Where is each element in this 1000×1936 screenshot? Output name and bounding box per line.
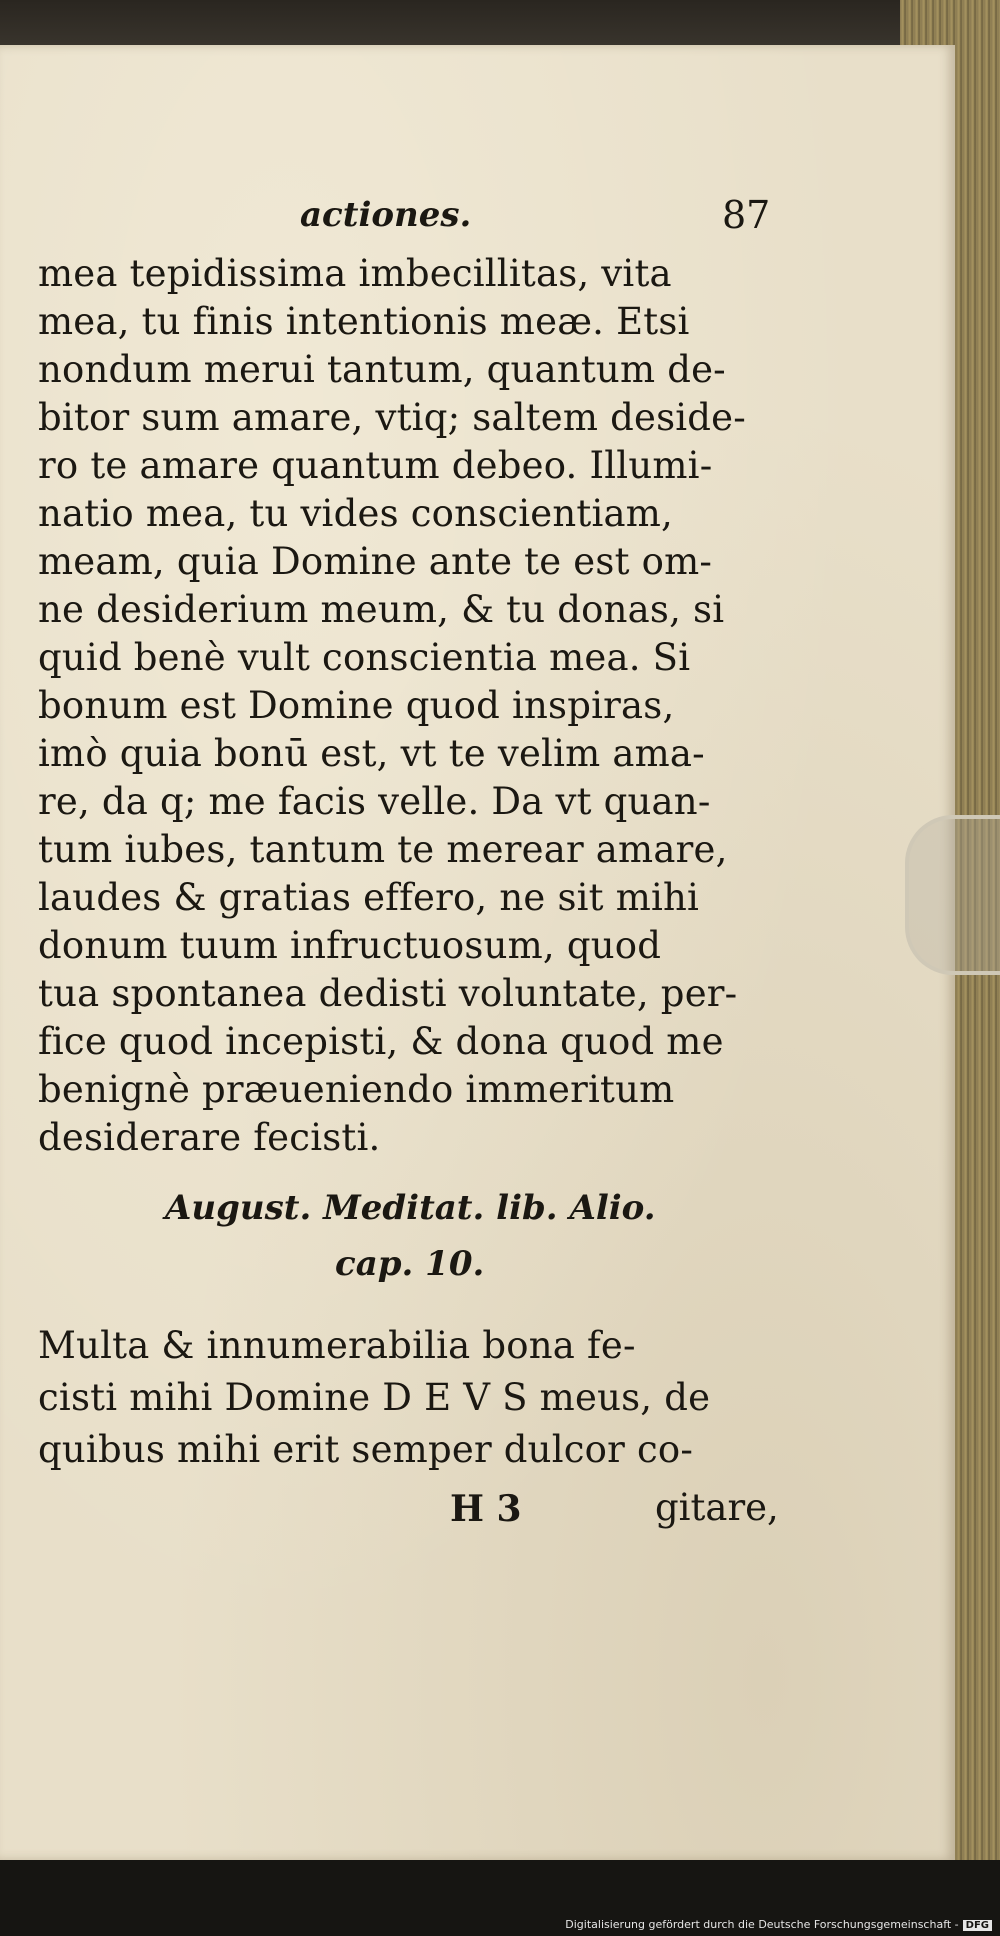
text-line: bonum est Domine quod inspiras, bbox=[38, 684, 675, 727]
credit-text: Digitalisierung gefördert durch die Deutsche Forschungsgemeinschaft - bbox=[565, 1918, 959, 1931]
text-line: bitor sum amare, vtiq; saltem deside- bbox=[38, 396, 746, 439]
text-line: natio mea, tu vides conscientiam, bbox=[38, 492, 674, 535]
text-line: re, da q; me facis velle. Da vt quan- bbox=[38, 780, 711, 823]
catchword: gitare, bbox=[655, 1486, 779, 1529]
text-line: tum iubes, tantum te merear amare, bbox=[38, 828, 728, 871]
text-line: tua spontanea dedisti voluntate, per- bbox=[38, 972, 738, 1015]
running-head: actiones. bbox=[300, 195, 472, 235]
text-line: quid benè vult conscientia mea. Si bbox=[38, 636, 691, 679]
section-heading: August. Meditat. lib. Alio. bbox=[165, 1188, 656, 1228]
text-line: Multa & innumerabilia bona fe- bbox=[38, 1324, 636, 1367]
text-line: mea tepidissima imbecillitas, vita bbox=[38, 252, 672, 295]
text-line: fice quod incepisti, & dona quod me bbox=[38, 1020, 724, 1063]
page-number: 87 bbox=[722, 193, 771, 237]
text-line: benignè præueniendo immeritum bbox=[38, 1068, 675, 1111]
text-line: meam, quia Domine ante te est om- bbox=[38, 540, 713, 583]
text-line: imò quia bonū est, vt te velim ama- bbox=[38, 732, 705, 775]
text-line: mea, tu finis intentionis meæ. Etsi bbox=[38, 300, 690, 343]
signature-mark: H 3 bbox=[450, 1488, 522, 1530]
text-line: nondum merui tantum, quantum de- bbox=[38, 348, 726, 391]
page-clip bbox=[905, 815, 1000, 975]
text-line: laudes & gratias effero, ne sit mihi bbox=[38, 876, 700, 919]
text-line: donum tuum infructuosum, quod bbox=[38, 924, 662, 967]
digitization-credit bbox=[565, 1918, 992, 1931]
text-line: ro te amare quantum debeo. Illumi- bbox=[38, 444, 713, 487]
text-line: cisti mihi Domine D E V S meus, de bbox=[38, 1376, 711, 1419]
text-line: desiderare fecisti. bbox=[38, 1116, 381, 1159]
text-line: quibus mihi erit semper dulcor co- bbox=[38, 1428, 694, 1471]
text-line: ne desiderium meum, & tu donas, si bbox=[38, 588, 725, 631]
dfg-logo: DFG bbox=[963, 1920, 992, 1931]
section-heading-chapter: cap. 10. bbox=[335, 1244, 485, 1284]
